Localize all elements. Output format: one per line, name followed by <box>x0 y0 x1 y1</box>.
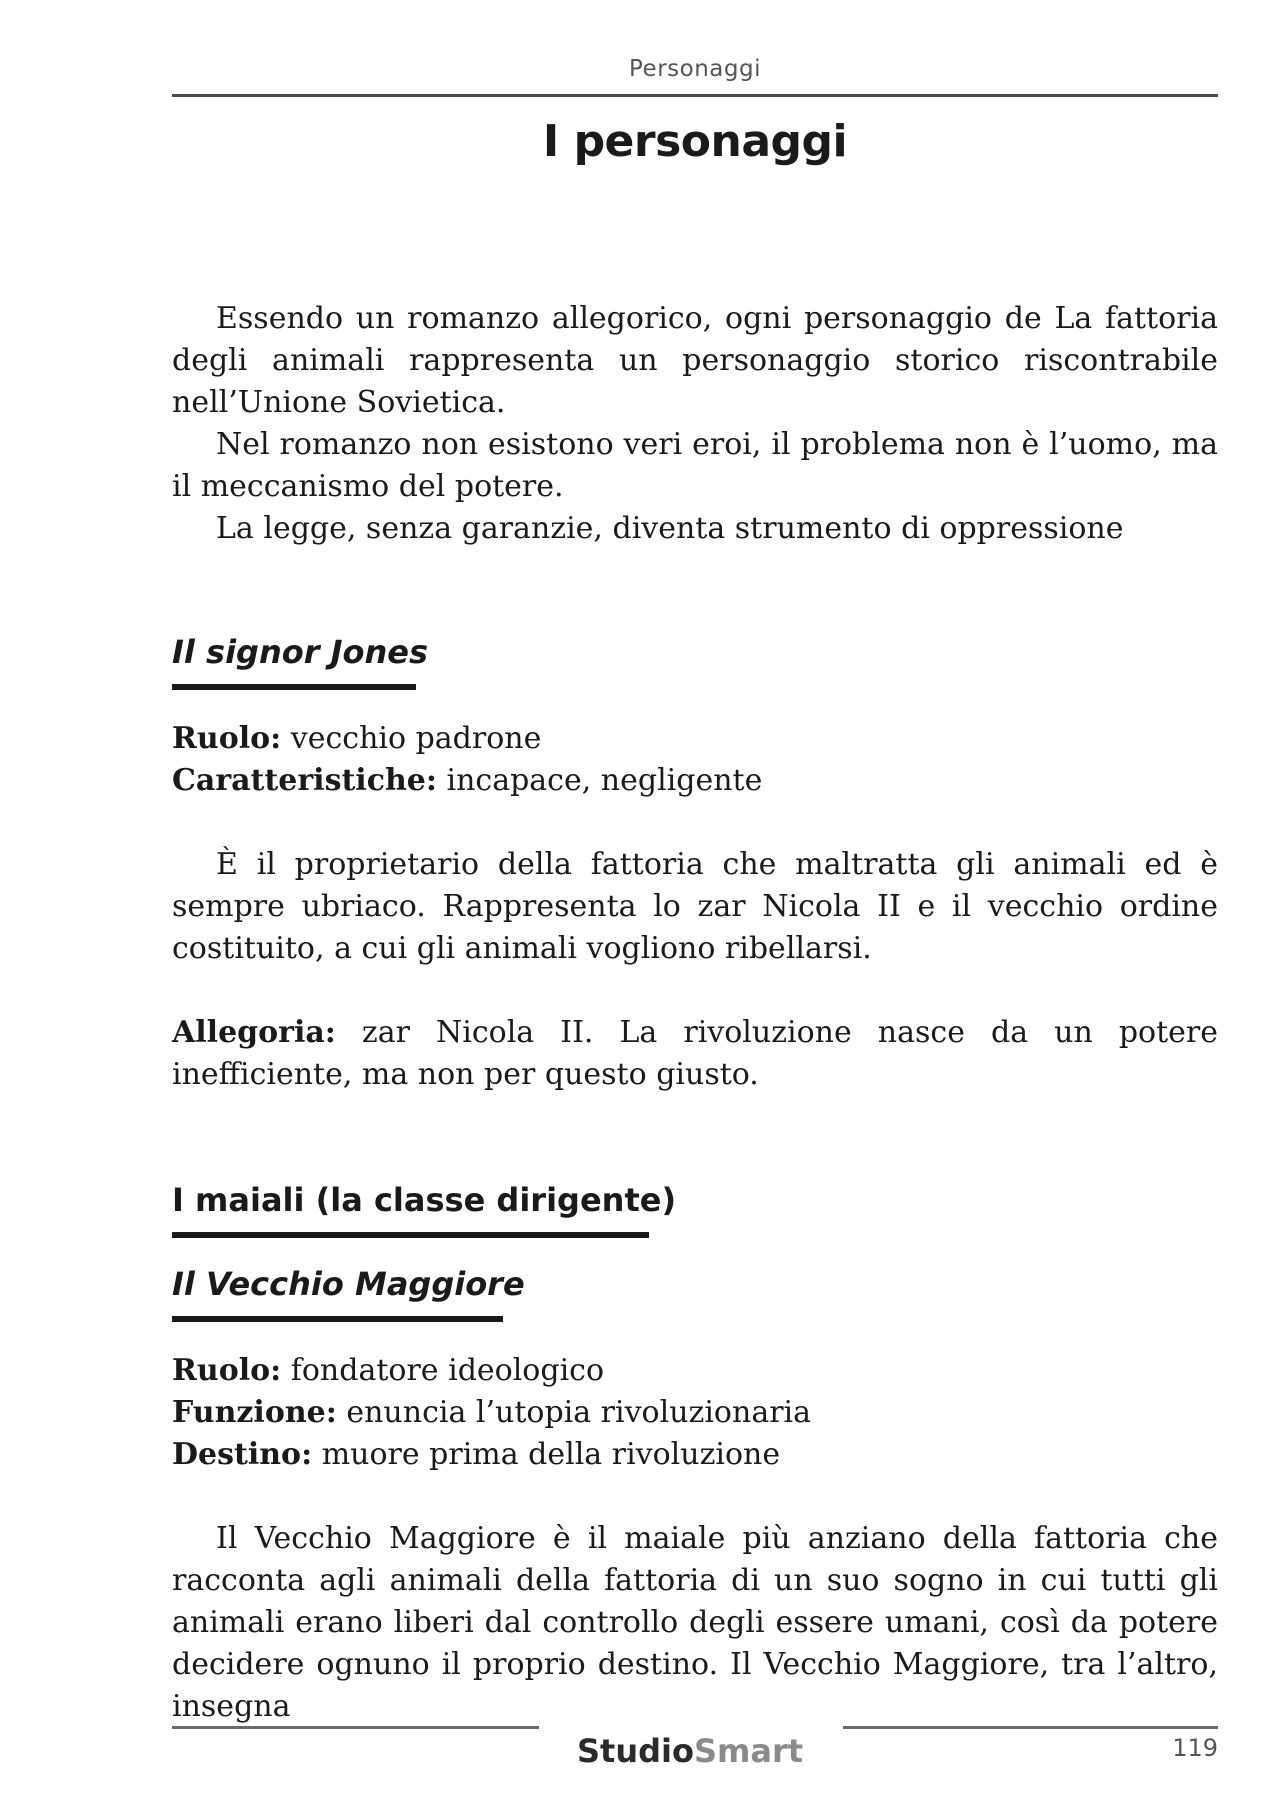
allegory-value: zar Nicola II. La rivoluzione nasce da un potere inefficiente, ma non per questo giusto. <box>172 1015 1218 1092</box>
major-fate <box>172 1434 1218 1476</box>
role-label: Ruolo: <box>172 721 282 756</box>
pigs-heading-underline <box>172 1232 649 1238</box>
jones-heading: Il signor Jones <box>172 633 429 671</box>
page-number: 119 <box>1172 1734 1218 1762</box>
brand-logo <box>540 1732 840 1770</box>
major-heading-underline <box>172 1316 503 1322</box>
intro-paragraph-2: Nel romanzo non esistono veri eroi, il problema non è l’uomo, ma il meccanismo del potere. <box>172 427 1218 504</box>
jones-allegory-block <box>172 1012 1218 1096</box>
running-header: Personaggi <box>629 56 761 82</box>
pigs-heading: I maiali (la classe dirigente) <box>172 1181 677 1219</box>
brand-part-2: Smart <box>693 1732 804 1770</box>
brand-part-1: Studio <box>576 1732 694 1770</box>
footer-rule-right <box>843 1726 1218 1729</box>
major-function <box>172 1392 1218 1434</box>
major-heading: Il Vecchio Maggiore <box>172 1265 525 1303</box>
fate-label: Destino: <box>172 1437 313 1472</box>
jones-role <box>172 718 1218 760</box>
fate-value: muore prima della rivoluzione <box>312 1437 781 1472</box>
jones-allegory <box>172 1012 1218 1096</box>
intro-paragraph-1: Essendo un romanzo allegorico, ogni personaggio de La fattoria degli animali rappresenta un personaggio storico riscontrabile nell’Unione Sovietica. <box>172 301 1218 420</box>
footer-rule-left <box>172 1726 539 1729</box>
traits-value: incapace, negligente <box>436 763 763 798</box>
role-value: vecchio padrone <box>281 721 542 756</box>
header-rule <box>172 94 1218 97</box>
major-role <box>172 1350 1218 1392</box>
major-description-block <box>172 1518 1218 1728</box>
jones-heading-underline <box>172 684 416 690</box>
major-description: Il Vecchio Maggiore è il maiale più anziano della fattoria che racconta agli animali della fattoria di un suo sogno in cui tutti gli animali erano liberi dal controllo degli essere umani, così da potere decidere ognuno il proprio destino. Il Vecchio Maggiore, tra l’altro, insegna <box>172 1521 1218 1724</box>
intro-section <box>172 298 1218 550</box>
jones-attributes <box>172 718 1218 802</box>
intro-paragraph-3: La legge, senza garanzie, diventa strumento di oppressione <box>216 511 1124 546</box>
role-value: fondatore ideologico <box>281 1353 605 1388</box>
function-value: enuncia l’utopia rivoluzionaria <box>336 1395 812 1430</box>
jones-description: È il proprietario della fattoria che maltratta gli animali ed è sempre ubriaco. Rappresenta lo zar Nicola II e il vecchio ordine costituito, a cui gli animali vogliono ribellarsi. <box>172 847 1218 966</box>
role-label: Ruolo: <box>172 1353 282 1388</box>
jones-description-block <box>172 844 1218 970</box>
traits-label: Caratteristiche: <box>172 763 437 798</box>
major-attributes <box>172 1350 1218 1476</box>
function-label: Funzione: <box>172 1395 337 1430</box>
allegory-label: Allegoria: <box>172 1015 336 1050</box>
page-title: I personaggi <box>542 116 848 167</box>
jones-traits <box>172 760 1218 802</box>
